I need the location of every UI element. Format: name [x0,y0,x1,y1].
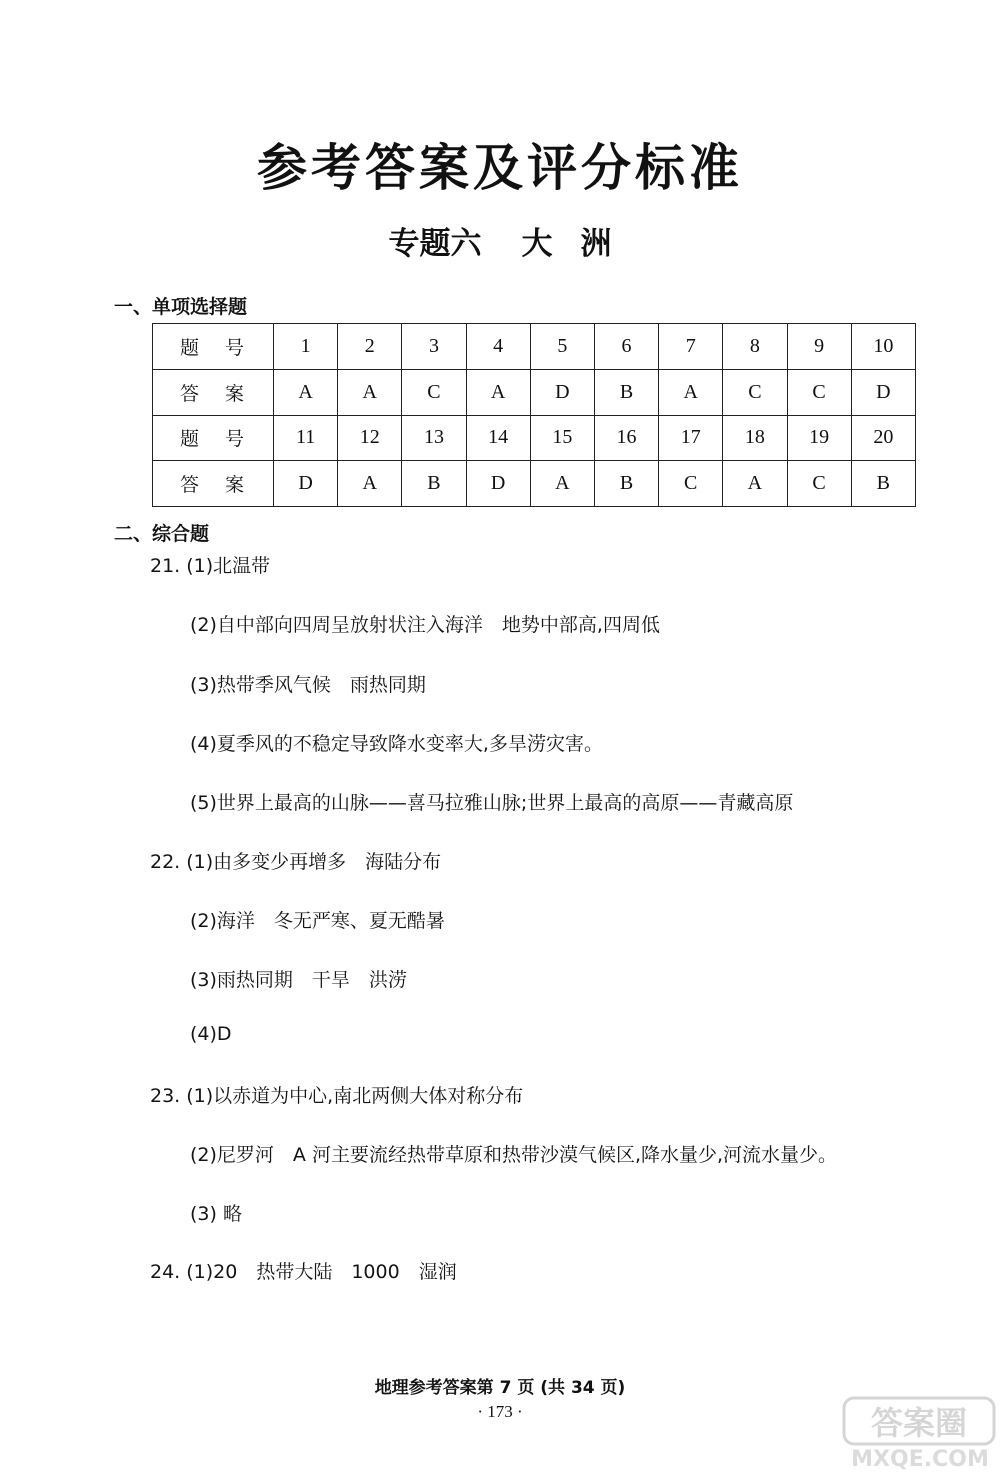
table-cell: 18 [723,415,787,461]
page-subtitle [0,218,1000,263]
answer-line: (4)夏季风的不稳定导致降水变率大,多旱涝灾害。 [190,733,603,755]
table-cell: A [338,369,402,415]
row-header: 题 号 [153,415,274,461]
table-cell: 1 [274,324,338,370]
table-cell: D [851,369,915,415]
table-cell: A [659,369,723,415]
subtitle-word-2: 洲 [580,226,612,262]
answer-line: 21. (1)北温带 [150,555,271,577]
table-cell: C [787,369,851,415]
answer-line: 22. (1)由多变少再增多 海陆分布 [150,851,442,873]
table-cell: A [274,369,338,415]
page-footer: 地理参考答案第 7 页 (共 34 页) [374,1378,626,1398]
answer-line: (3)热带季风气候 雨热同期 [190,674,426,696]
row-header: 答 案 [153,461,274,507]
table-row [153,324,916,370]
table-cell: B [851,461,915,507]
table-cell: 10 [851,324,915,370]
table-cell: 8 [723,324,787,370]
page-title: 参考答案及评分标准 [257,139,743,197]
page-number: · 173 · [477,1402,523,1421]
table-cell: C [659,461,723,507]
answer-line: 24. (1)20 热带大陆 1000 湿润 [150,1261,457,1283]
table-cell: A [530,461,594,507]
table-cell: C [402,369,466,415]
table-row [153,369,916,415]
table-cell: D [274,461,338,507]
table-cell: C [787,461,851,507]
table-cell: B [402,461,466,507]
answer-table [152,323,916,507]
table-cell: 14 [466,415,530,461]
answer-line: (5)世界上最高的山脉——喜马拉雅山脉;世界上最高的高原——青藏高原 [190,792,794,814]
answer-line: (4)D [190,1023,232,1045]
table-cell: A [723,461,787,507]
table-row [153,415,916,461]
answer-line: 23. (1)以赤道为中心,南北两侧大体对称分布 [150,1085,524,1107]
table-cell: 15 [530,415,594,461]
table-cell: D [530,369,594,415]
answer-line: (2)尼罗河 A 河主要流经热带草原和热带沙漠气候区,降水量少,河流水量少。 [190,1144,838,1166]
table-row [153,461,916,507]
table-cell: 19 [787,415,851,461]
table-cell: A [338,461,402,507]
table-cell: 12 [338,415,402,461]
table-cell: D [466,461,530,507]
watermark-logo [840,1392,1000,1472]
table-cell: 20 [851,415,915,461]
table-cell: 6 [594,324,658,370]
table-cell: B [594,369,658,415]
answer-line: (2)自中部向四周呈放射状注入海洋 地势中部高,四周低 [190,614,660,636]
answer-line: (2)海洋 冬无严寒、夏无酷暑 [190,910,445,932]
table-cell: C [723,369,787,415]
table-cell: 11 [274,415,338,461]
answer-line: (3)雨热同期 干旱 洪涝 [190,969,407,991]
section-heading-comprehensive: 二、综合题 [114,523,210,545]
watermark-text: 答案圈 [870,1404,968,1442]
table-cell: 5 [530,324,594,370]
table-cell: 2 [338,324,402,370]
row-header: 题 号 [153,324,274,370]
table-cell: A [466,369,530,415]
table-cell: 16 [594,415,658,461]
table-cell: 13 [402,415,466,461]
row-header: 答 案 [153,369,274,415]
table-cell: 3 [402,324,466,370]
answer-line: (3) 略 [190,1203,242,1225]
section-heading-choice: 一、单项选择题 [114,296,248,318]
subtitle-word-1: 大 [521,226,553,262]
table-cell: 9 [787,324,851,370]
watermark-url: MXQE.COM [851,1447,989,1472]
subtitle-topic: 专题六 [388,226,482,262]
table-cell: B [594,461,658,507]
table-cell: 4 [466,324,530,370]
table-cell: 17 [659,415,723,461]
table-cell: 7 [659,324,723,370]
